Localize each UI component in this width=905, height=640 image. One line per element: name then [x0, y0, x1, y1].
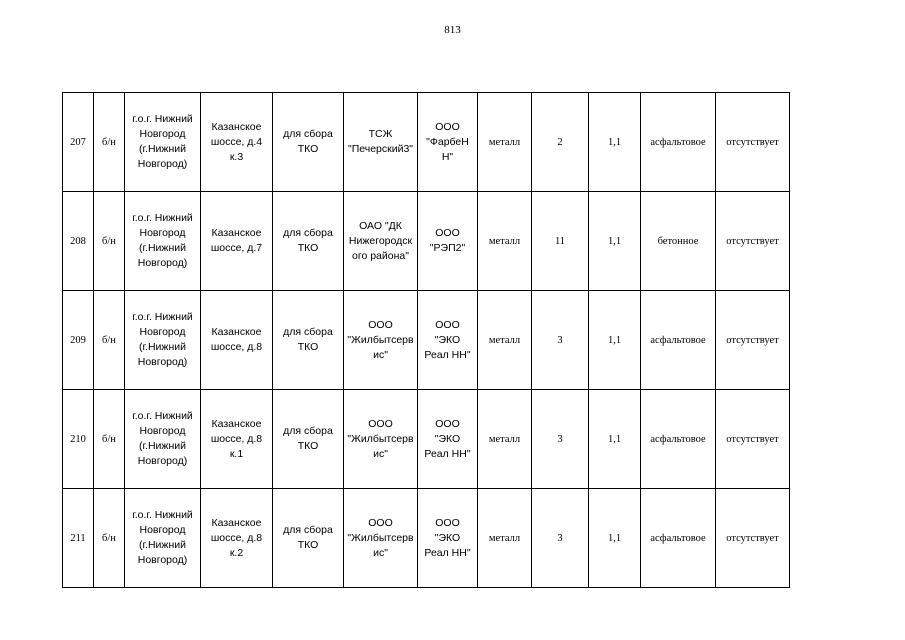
holder-cell: ООО "Жилбытсерв ис"	[344, 489, 418, 588]
purpose-cell: для сбора ТКО	[273, 192, 344, 291]
registration-cell: б/н	[94, 192, 125, 291]
material-cell: металл	[478, 489, 532, 588]
purpose-cell: для сбора ТКО	[273, 390, 344, 489]
address-cell: Казанское шоссе, д.8 к.1	[201, 390, 273, 489]
register-table	[62, 92, 790, 588]
operator-cell: ООО "ФарбеН Н"	[418, 93, 478, 192]
operator-cell: ООО "ЭКО Реал НН"	[418, 390, 478, 489]
surface-cell: асфальтовое	[641, 93, 716, 192]
fence-cell: отсутствует	[716, 390, 790, 489]
row-number-cell: 208	[63, 192, 94, 291]
location-cell: г.о.г. Нижний Новгород (г.Нижний Новгород)	[125, 192, 201, 291]
address-cell: Казанское шоссе, д.7	[201, 192, 273, 291]
count-cell: 3	[532, 291, 589, 390]
address-cell: Казанское шоссе, д.4 к.3	[201, 93, 273, 192]
row-number-cell: 211	[63, 489, 94, 588]
table-row	[63, 291, 790, 390]
registration-cell: б/н	[94, 291, 125, 390]
register-body	[63, 93, 790, 588]
fence-cell: отсутствует	[716, 291, 790, 390]
location-cell: г.о.г. Нижний Новгород (г.Нижний Новгород)	[125, 93, 201, 192]
table-row	[63, 489, 790, 588]
operator-cell: ООО "ЭКО Реал НН"	[418, 291, 478, 390]
registration-cell: б/н	[94, 93, 125, 192]
purpose-cell: для сбора ТКО	[273, 489, 344, 588]
holder-cell: ОАО "ДК Нижегородск ого района"	[344, 192, 418, 291]
surface-cell: бетонное	[641, 192, 716, 291]
row-number-cell: 207	[63, 93, 94, 192]
holder-cell: ТСЖ "Печерский3"	[344, 93, 418, 192]
surface-cell: асфальтовое	[641, 489, 716, 588]
material-cell: металл	[478, 192, 532, 291]
location-cell: г.о.г. Нижний Новгород (г.Нижний Новгород)	[125, 291, 201, 390]
holder-cell: ООО "Жилбытсерв ис"	[344, 390, 418, 489]
volume-cell: 1,1	[589, 93, 641, 192]
table-row	[63, 192, 790, 291]
table-row	[63, 93, 790, 192]
registration-cell: б/н	[94, 489, 125, 588]
material-cell: металл	[478, 291, 532, 390]
table-row	[63, 390, 790, 489]
holder-cell: ООО "Жилбытсерв ис"	[344, 291, 418, 390]
row-number-cell: 210	[63, 390, 94, 489]
row-number-cell: 209	[63, 291, 94, 390]
address-cell: Казанское шоссе, д.8	[201, 291, 273, 390]
volume-cell: 1,1	[589, 390, 641, 489]
operator-cell: ООО "РЭП2"	[418, 192, 478, 291]
volume-cell: 1,1	[589, 489, 641, 588]
volume-cell: 1,1	[589, 192, 641, 291]
page-number: 813	[444, 24, 461, 36]
surface-cell: асфальтовое	[641, 390, 716, 489]
location-cell: г.о.г. Нижний Новгород (г.Нижний Новгород)	[125, 489, 201, 588]
count-cell: 3	[532, 390, 589, 489]
surface-cell: асфальтовое	[641, 291, 716, 390]
fence-cell: отсутствует	[716, 192, 790, 291]
material-cell: металл	[478, 390, 532, 489]
fence-cell: отсутствует	[716, 489, 790, 588]
purpose-cell: для сбора ТКО	[273, 93, 344, 192]
volume-cell: 1,1	[589, 291, 641, 390]
registration-cell: б/н	[94, 390, 125, 489]
operator-cell: ООО "ЭКО Реал НН"	[418, 489, 478, 588]
material-cell: металл	[478, 93, 532, 192]
fence-cell: отсутствует	[716, 93, 790, 192]
location-cell: г.о.г. Нижний Новгород (г.Нижний Новгород)	[125, 390, 201, 489]
count-cell: 11	[532, 192, 589, 291]
count-cell: 3	[532, 489, 589, 588]
count-cell: 2	[532, 93, 589, 192]
purpose-cell: для сбора ТКО	[273, 291, 344, 390]
address-cell: Казанское шоссе, д.8 к.2	[201, 489, 273, 588]
